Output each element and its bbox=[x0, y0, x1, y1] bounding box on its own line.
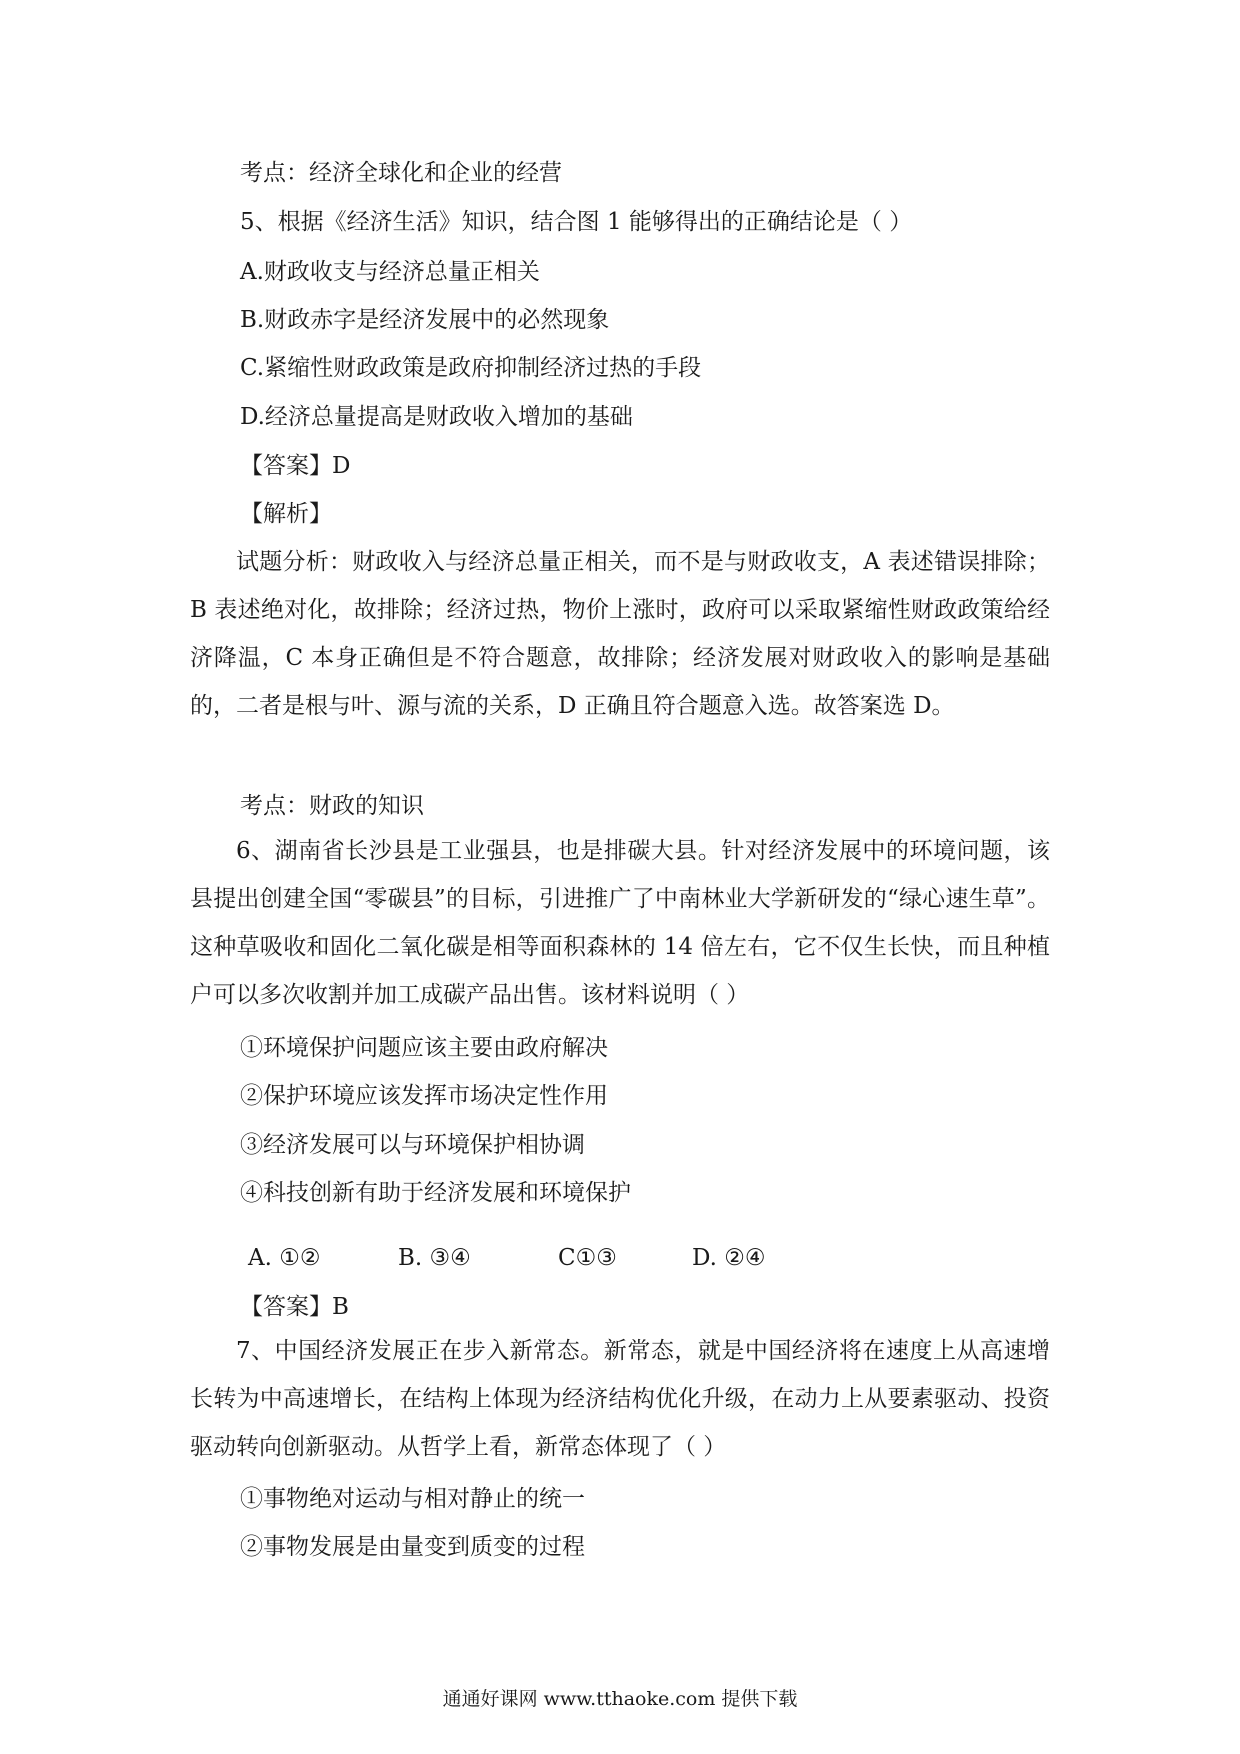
q6-answer: 【答案】B bbox=[240, 1294, 349, 1320]
q6-choice-d: D. ②④ bbox=[692, 1245, 766, 1271]
q5-analysis: 试题分析：财政收入与经济总量正相关，而不是与财政收支，A 表述错误排除；B 表述绝对化，故排除；经济过热，物价上涨时，政府可以采取紧缩性财政政策给经济降温，C 本身正确但是不符合题意，故排除；经济发展对财政收入的影响是基础的，二者是根与叶、源与流的关系，D 正确且符合题意入选。故答案选 D。 bbox=[190, 549, 1050, 719]
q5-option-c: C.紧缩性财政政策是政府抑制经济过热的手段 bbox=[240, 355, 702, 381]
q6-item-1: ①环境保护问题应该主要由政府解决 bbox=[240, 1035, 608, 1061]
q6-choice-b: B. ③④ bbox=[398, 1245, 471, 1271]
q5-analysis-label: 【解析】 bbox=[240, 501, 332, 527]
q5-option-a: A.财政收支与经济总量正相关 bbox=[240, 259, 540, 285]
q7-item-2: ②事物发展是由量变到质变的过程 bbox=[240, 1534, 585, 1560]
q6-choice-c: C①③ bbox=[558, 1245, 617, 1271]
q6-choices bbox=[248, 1243, 765, 1273]
q6-item-2: ②保护环境应该发挥市场决定性作用 bbox=[240, 1083, 608, 1109]
q5-answer: 【答案】D bbox=[240, 453, 351, 479]
q6-choice-a: A. ①② bbox=[248, 1245, 321, 1271]
q7-item-1: ①事物绝对运动与相对静止的统一 bbox=[240, 1486, 585, 1512]
q6-item-3: ③经济发展可以与环境保护相协调 bbox=[240, 1132, 585, 1158]
page-footer: 通通好课网 www.tthaoke.com 提供下载 bbox=[442, 1688, 798, 1710]
q4-kaodian: 考点：经济全球化和企业的经营 bbox=[240, 160, 562, 186]
q7-stem: 7、中国经济发展正在步入新常态。新常态，就是中国经济将在速度上从高速增长转为中高速增长，在结构上体现为经济结构优化升级，在动力上从要素驱动、投资驱动转向创新驱动。从哲学上看，新常态体现了（ ） bbox=[190, 1338, 1050, 1460]
q6-item-4: ④科技创新有助于经济发展和环境保护 bbox=[240, 1180, 631, 1206]
q5-kaodian: 考点：财政的知识 bbox=[240, 793, 424, 819]
q6-stem: 6、湖南省长沙县是工业强县，也是排碳大县。针对经济发展中的环境问题，该县提出创建全国“零碳县”的目标，引进推广了中南林业大学新研发的“绿心速生草”。这种草吸收和固化二氧化碳是相等面积森林的 14 倍左右，它不仅生长快，而且种植户可以多次收割并加工成碳产品出售。该材料说明（ ） bbox=[190, 838, 1050, 1008]
q5-stem: 5、根据《经济生活》知识，结合图 1 能够得出的正确结论是（ ） bbox=[240, 209, 913, 235]
q5-option-b: B.财政赤字是经济发展中的必然现象 bbox=[240, 307, 610, 333]
q5-option-d: D.经济总量提高是财政收入增加的基础 bbox=[240, 404, 633, 430]
